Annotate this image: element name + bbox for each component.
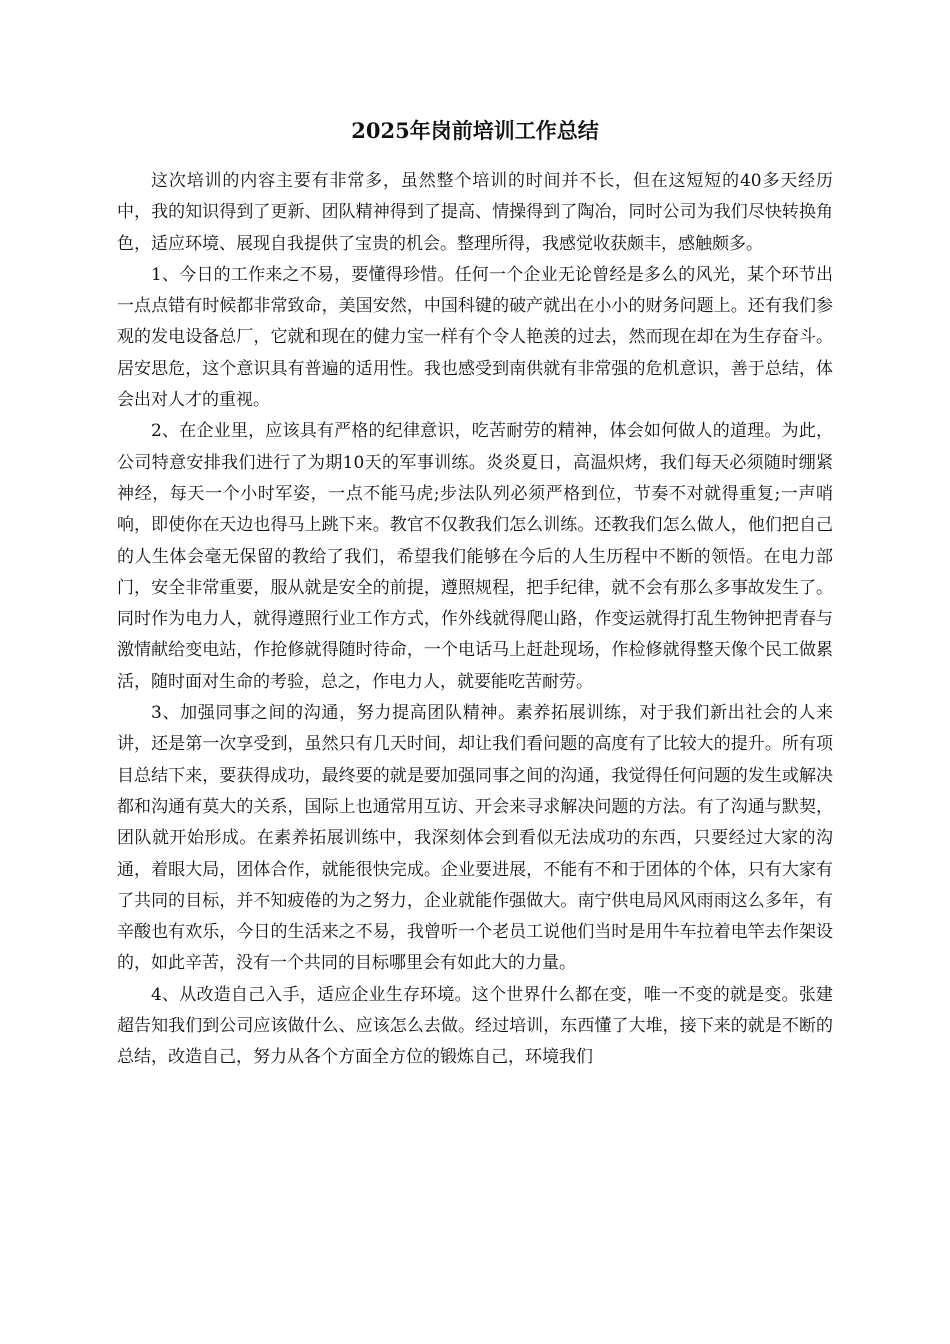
paragraph-3: 3、加强同事之间的沟通，努力提高团队精神。素养拓展训练，对于我们新出社会的人来讲，还是第一次享受到，虽然只有几天时间，却让我们看问题的高度有了比较大的提升。所有项目总结下来，要获得成功，最终要的就是要加强同事之间的沟通，我觉得任何问题的发生或解决都和沟通有莫大的关系，国际上也通常用互访、开会来寻求解决问题的方法。有了沟通与默契，团队就开始形成。在素养拓展训练中，我深刻体会到看似无法成功的东西，只要经过大家的沟通，着眼大局，团体合作，就能很快完成。企业要进展，不能有不和于团体的个体，只有大家有了共同的目标，并不知疲倦的为之努力，企业就能作强做大。南宁供电局风风雨雨这么多年，有辛酸也有欢乐，今日的生活来之不易，我曾听一个老员工说他们当时是用牛车拉着电竿去作架设的，如此辛苦，没有一个共同的目标哪里会有如此大的力量。: [117, 703, 833, 974]
paragraph-1: 1、今日的工作来之不易，要懂得珍惜。任何一个企业无论曾经是多么的风光，某个环节出一点点错有时候都非常致命，美国安然，中国科键的破产就出在小小的财务问题上。还有我们参观的发电设备总厂，它就和现在的健力宝一样有个令人艳羡的过去，然而现在却在为生存奋斗。居安思危，这个意识具有普遍的适用性。我也感受到南供就有非常强的危机意识，善于总结，体会出对人才的重视。: [117, 264, 833, 411]
document-title: 2025年岗前培训工作总结: [351, 118, 599, 143]
paragraph-2: 2、在企业里，应该具有严格的纪律意识，吃苦耐劳的精神，体会如何做人的道理。为此，公司特意安排我们进行了为期10天的军事训练。炎炎夏日，高温炽烤，我们每天必须随时绷紧神经，每天一个小时军姿，一点不能马虎;步法队列必须严格到位，节奏不对就得重复;一声哨响，即使你在天边也得马上跳下来。教官不仅教我们怎么训练。还教我们怎么做人，他们把自己的人生体会毫无保留的教给了我们，希望我们能够在今后的人生历程中不断的领悟。在电力部门，安全非常重要，服从就是安全的前提，遵照规程，把手纪律，就不会有那么多事故发生了。同时作为电力人，就得遵照行业工作方式，作外线就得爬山路，作变运就得打乱生物钟把青春与激情献给变电站，作抢修就得随时待命，一个电话马上赶赴现场，作检修就得整天像个民工做累活，随时面对生命的考验，总之，作电力人，就要能吃苦耐劳。: [117, 421, 833, 692]
paragraph-4: 4、从改造自己入手，适应企业生存环境。这个世界什么都在变，唯一不变的就是变。张建超告知我们到公司应该做什么、应该怎么去做。经过培训，东西懂了大堆，接下来的就是不断的总结，改造自己，努力从各个方面全方位的锻炼自己，环境我们: [117, 984, 833, 1068]
document-body: [117, 166, 833, 1074]
paragraph-intro: 这次培训的内容主要有非常多，虽然整个培训的时间并不长，但在这短短的40多天经历中，我的知识得到了更新、团队精神得到了提高、情操得到了陶冶，同时公司为我们尽快转换角色，适应环境、展现自我提供了宝贵的机会。整理所得，我感觉收获颇丰，感触颇多。: [117, 171, 833, 254]
